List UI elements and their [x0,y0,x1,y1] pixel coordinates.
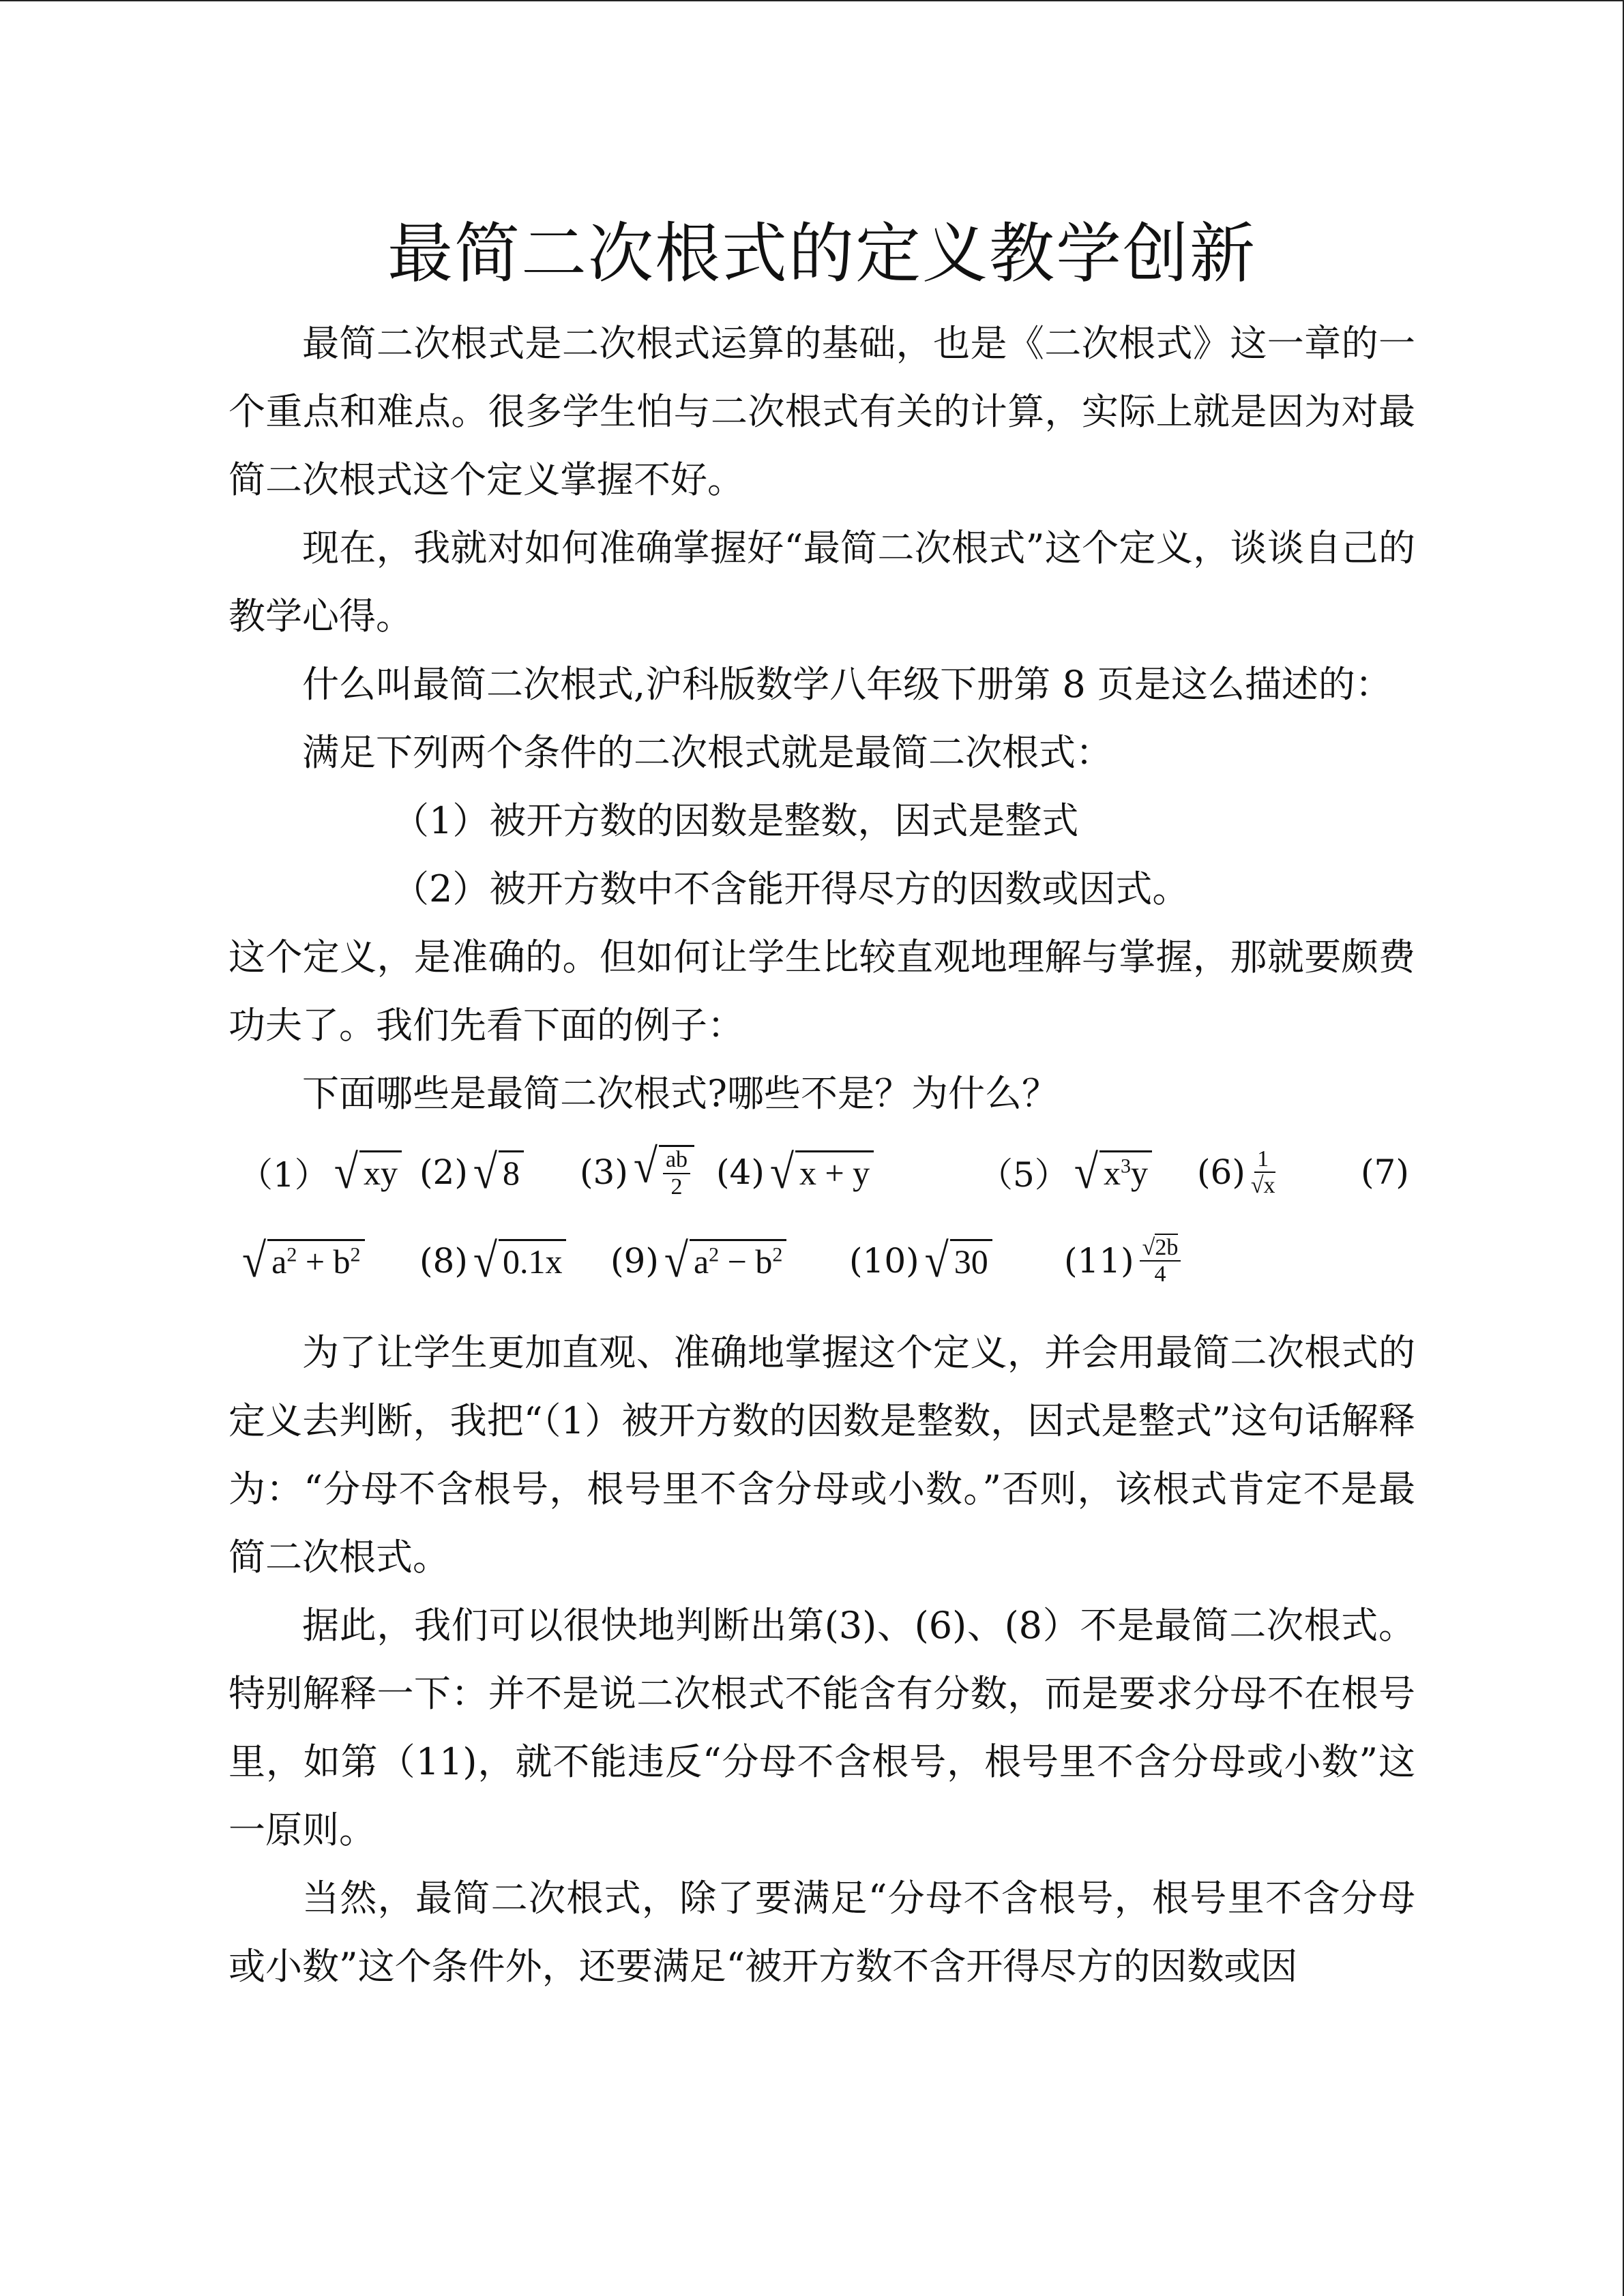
document-body [228,206,1415,2001]
radical-sign-icon: √ [334,1145,358,1199]
paragraph: 这个定义，是准确的。但如何让学生比较直观地理解与掌握，那就要颇费功夫了。我们先看下面的例子： [228,936,1415,1047]
radicand: x + y [795,1150,874,1194]
paragraph: 据此，我们可以很快地判断出第(3)、(6)、(8）不是最简二次根式。特别解释一下：并不是说二次根式不能含有分数，而是要求分母不在根号里，如第（11)，就不能违反“分母不含根号，根号里不含分母或小数”这一原则。 [228,1604,1415,1851]
radicand: 0.1x [499,1239,567,1283]
radical-sign-icon: √ [242,1234,267,1287]
examples-row-1 [228,1128,1415,1217]
paragraph: 现在，我就对如何准确掌握好“最简二次根式”这个定义，谈谈自己的教学心得。 [228,526,1415,638]
radicand: xy [359,1150,402,1194]
condition-1: （1）被开方数的因数是整数，因式是整式 [392,799,1079,842]
example-4 [716,1128,874,1217]
paragraph: 满足下列两个条件的二次根式就是最简二次根式： [302,731,1112,774]
paragraph: 当然，最简二次根式，除了要满足“分母不含根号，根号里不含分母或小数”这个条件外，还要满足“被开方数不含开得尽方的因数或因 [228,1877,1415,1988]
example-label: (7) [1361,1152,1409,1192]
condition-2: （2）被开方数中不含能开得尽方的因数或因式。 [392,867,1190,910]
example-label: (2) [419,1152,468,1192]
example-11 [1064,1217,1181,1305]
radical [769,1145,874,1199]
paragraph: 什么叫最简二次根式,沪科版数学八年级下册第 8 页是这么描述的： [302,663,1392,706]
radical [473,1234,567,1287]
example-7 [242,1217,365,1305]
radical [924,1234,992,1287]
radical-sign-icon: √ [633,1139,658,1193]
radical [633,1139,694,1199]
example-1 [239,1128,402,1217]
example-label: (11) [1064,1241,1134,1281]
radical: √ $a^2 - b^2$ [664,1239,787,1283]
fraction: $\frac{√2b}{4}$ [1140,1235,1181,1287]
example-label: （5） [979,1155,1069,1195]
paragraph: 下面哪些是最简二次根式?哪些不是？为什么？ [302,1072,1059,1115]
paragraph: 最简二次根式是二次根式运算的基础，也是《二次根式》这一章的一个重点和难点。很多学生怕与二次根式有关的计算，实际上就是因为对最简二次根式这个定义掌握不好。 [228,322,1415,501]
examples-row-2 [228,1217,1415,1305]
radicand: 8 [499,1150,524,1194]
example-label: (9) [610,1241,659,1281]
example-8 [419,1217,566,1305]
example-6 [1197,1128,1275,1217]
fraction: $\frac{ab}{2}$ [663,1147,690,1199]
radical [473,1145,524,1199]
fraction: $\frac{1}{√x}$ [1250,1146,1275,1198]
example-label: (10) [849,1241,919,1281]
radical-sign-icon: √ [473,1234,497,1287]
example-2 [419,1128,524,1217]
radical-sign-icon: √ [473,1145,497,1199]
radical-sign-icon: √ [1074,1145,1098,1199]
paragraph: 为了让学生更加直观、准确地掌握这个定义，并会用最简二次根式的定义去判断，我把“（1）被开方数的因数是整数，因式是整式”这句话解释为：“分母不含根号，根号里不含分母或小数。”否则，该根式肯定不是最简二次根式。 [228,1331,1415,1579]
radicand: 30 [950,1239,992,1283]
example-9 [610,1217,786,1305]
document-title: 最简二次根式的定义教学创新 [387,215,1256,292]
radical-sign-icon: √ [769,1145,794,1199]
example-label: (6) [1197,1152,1245,1192]
example-label: (4) [716,1152,765,1192]
radical-sign-icon: √ [664,1234,688,1287]
radical-sign-icon: √ [924,1234,949,1287]
example-3 [580,1128,694,1217]
example-10 [849,1217,992,1305]
example-7-label [1361,1128,1415,1217]
radical: √ $a^2 + b^2$ [242,1239,365,1283]
radical [334,1145,402,1199]
example-label: (3) [580,1152,628,1192]
example-label: (8) [419,1241,468,1281]
radical: √ $x^3y$ [1074,1150,1152,1194]
example-label: （1） [239,1155,329,1195]
example-5 [979,1128,1152,1217]
